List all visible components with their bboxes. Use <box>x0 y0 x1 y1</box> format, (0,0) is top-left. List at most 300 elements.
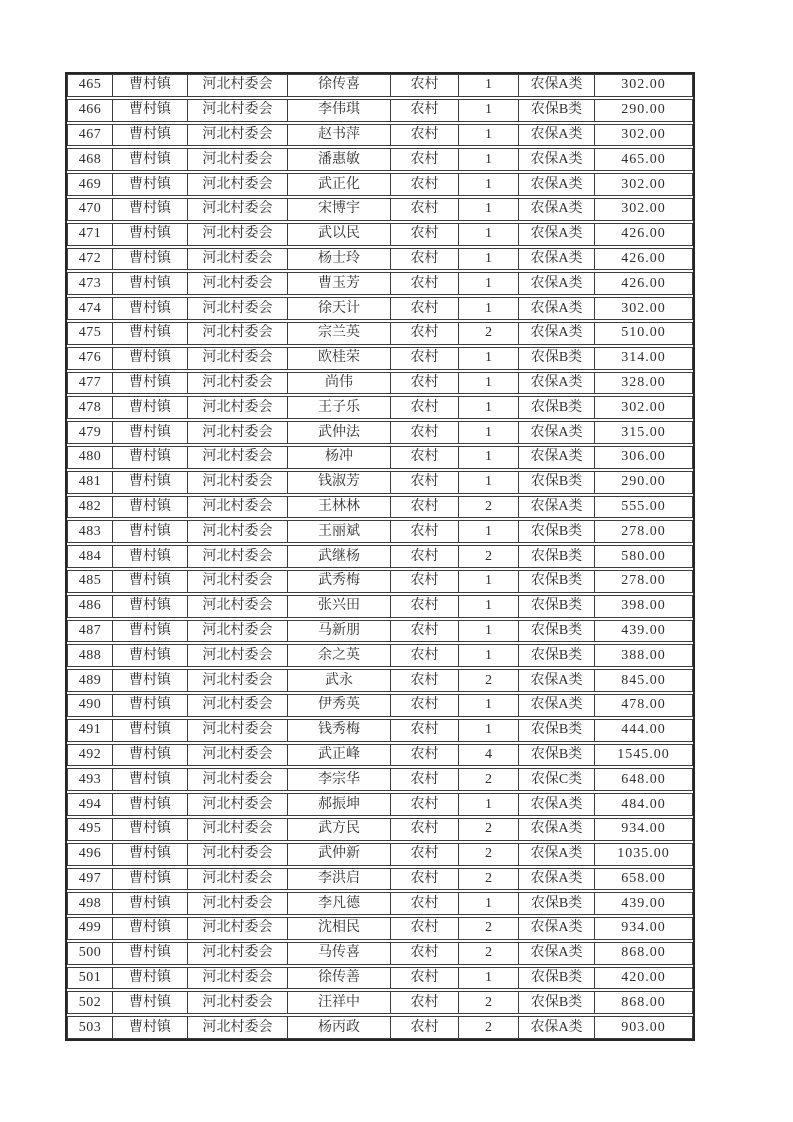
cell-seq: 487 <box>68 621 113 642</box>
cell-person-name: 潘惠敏 <box>288 149 391 170</box>
cell-town: 曹村镇 <box>113 298 188 319</box>
cell-amount: 580.00 <box>621 548 666 564</box>
cell-village-committee: 河北村委会 <box>188 546 288 567</box>
cell-village-committee: 河北村委会 <box>188 472 288 493</box>
cell-seq: 486 <box>68 596 113 617</box>
cell-amount: 302.00 <box>621 176 666 192</box>
cell-village-committee: 河北村委会 <box>188 249 288 270</box>
cell-residence-type: 农村 <box>391 819 459 840</box>
cell-residence-type: 农村 <box>391 348 459 369</box>
cell-residence-type: 农村 <box>391 869 459 890</box>
cell-village-committee: 河北村委会 <box>188 844 288 865</box>
cell-insurance-category: 农保A类 <box>519 224 595 245</box>
cell-insurance-category: 农保A类 <box>519 199 595 220</box>
table-row <box>67 694 693 717</box>
cell-seq: 472 <box>68 249 113 270</box>
table-row <box>67 372 693 395</box>
cell-amount: 444.00 <box>621 722 666 738</box>
cell-insurance-category: 农保A类 <box>519 249 595 270</box>
cell-person-name: 赵书萍 <box>288 125 391 146</box>
cell-person-count: 1 <box>459 75 519 96</box>
cell-amount: 315.00 <box>621 424 666 440</box>
cell-seq: 496 <box>68 844 113 865</box>
cell-insurance-category: 农保A类 <box>519 844 595 865</box>
cell-amount: 903.00 <box>621 1019 666 1035</box>
cell-person-count: 1 <box>459 968 519 989</box>
cell-residence-type: 农村 <box>391 447 459 468</box>
cell-insurance-category: 农保A类 <box>519 943 595 964</box>
cell-village-committee: 河北村委会 <box>188 769 288 790</box>
cell-insurance-category: 农保A类 <box>519 298 595 319</box>
cell-seq: 498 <box>68 893 113 914</box>
table-row <box>67 173 693 196</box>
cell-person-name: 武方民 <box>288 819 391 840</box>
cell-person-count: 1 <box>459 422 519 443</box>
cell-village-committee: 河北村委会 <box>188 819 288 840</box>
cell-village-committee: 河北村委会 <box>188 224 288 245</box>
cell-person-count: 2 <box>459 918 519 939</box>
cell-amount: 302.00 <box>621 399 666 415</box>
cell-insurance-category: 农保B类 <box>519 571 595 592</box>
cell-person-count: 1 <box>459 521 519 542</box>
cell-person-count: 1 <box>459 447 519 468</box>
cell-insurance-category: 农保A类 <box>519 323 595 344</box>
cell-village-committee: 河北村委会 <box>188 918 288 939</box>
cell-person-name: 李凡德 <box>288 893 391 914</box>
cell-person-count: 1 <box>459 224 519 245</box>
cell-insurance-category: 农保B类 <box>519 100 595 121</box>
cell-amount: 388.00 <box>621 647 666 663</box>
cell-person-count: 4 <box>459 745 519 766</box>
cell-village-committee: 河北村委会 <box>188 695 288 716</box>
cell-amount: 314.00 <box>621 350 666 366</box>
cell-person-count: 1 <box>459 100 519 121</box>
cell-insurance-category: 农保B类 <box>519 893 595 914</box>
table-row <box>67 471 693 494</box>
cell-person-name: 武秀梅 <box>288 571 391 592</box>
cell-insurance-category: 农保A类 <box>519 869 595 890</box>
cell-residence-type: 农村 <box>391 521 459 542</box>
cell-residence-type: 农村 <box>391 472 459 493</box>
cell-village-committee: 河北村委会 <box>188 298 288 319</box>
cell-insurance-category: 农保A类 <box>519 447 595 468</box>
cell-town: 曹村镇 <box>113 174 188 195</box>
cell-amount: 934.00 <box>621 920 666 936</box>
cell-seq: 480 <box>68 447 113 468</box>
cell-town: 曹村镇 <box>113 348 188 369</box>
cell-town: 曹村镇 <box>113 521 188 542</box>
cell-town: 曹村镇 <box>113 224 188 245</box>
cell-person-name: 武正化 <box>288 174 391 195</box>
cell-village-committee: 河北村委会 <box>188 199 288 220</box>
cell-amount: 302.00 <box>621 126 666 142</box>
table-row <box>67 248 693 271</box>
cell-seq: 478 <box>68 397 113 418</box>
cell-amount: 484.00 <box>621 796 666 812</box>
cell-village-committee: 河北村委会 <box>188 125 288 146</box>
cell-seq: 473 <box>68 273 113 294</box>
cell-seq: 474 <box>68 298 113 319</box>
cell-seq: 489 <box>68 670 113 691</box>
cell-person-name: 武正峰 <box>288 745 391 766</box>
cell-person-name: 武仲新 <box>288 844 391 865</box>
cell-village-committee: 河北村委会 <box>188 323 288 344</box>
cell-seq: 491 <box>68 720 113 741</box>
table-row <box>67 744 693 767</box>
table-row <box>67 396 693 419</box>
cell-residence-type: 农村 <box>391 992 459 1013</box>
table-row <box>67 719 693 742</box>
table-row <box>67 99 693 122</box>
cell-seq: 495 <box>68 819 113 840</box>
cell-town: 曹村镇 <box>113 249 188 270</box>
cell-amount: 302.00 <box>621 201 666 217</box>
cell-insurance-category: 农保A类 <box>519 174 595 195</box>
cell-seq: 475 <box>68 323 113 344</box>
cell-amount: 290.00 <box>621 474 666 490</box>
table-row <box>67 892 693 915</box>
cell-residence-type: 农村 <box>391 224 459 245</box>
table-row <box>67 793 693 816</box>
cell-town: 曹村镇 <box>113 373 188 394</box>
cell-seq: 466 <box>68 100 113 121</box>
cell-amount: 868.00 <box>621 945 666 961</box>
cell-town: 曹村镇 <box>113 273 188 294</box>
cell-amount: 290.00 <box>621 102 666 118</box>
table-row <box>67 942 693 965</box>
cell-insurance-category: 农保B类 <box>519 546 595 567</box>
cell-residence-type: 农村 <box>391 645 459 666</box>
cell-seq: 465 <box>68 75 113 96</box>
cell-insurance-category: 农保B类 <box>519 621 595 642</box>
cell-person-name: 王丽斌 <box>288 521 391 542</box>
table-row <box>67 446 693 469</box>
cell-person-name: 李洪启 <box>288 869 391 890</box>
cell-person-count: 1 <box>459 645 519 666</box>
cell-insurance-category: 农保B类 <box>519 596 595 617</box>
cell-person-name: 宗兰英 <box>288 323 391 344</box>
cell-town: 曹村镇 <box>113 720 188 741</box>
cell-town: 曹村镇 <box>113 893 188 914</box>
cell-town: 曹村镇 <box>113 670 188 691</box>
cell-village-committee: 河北村委会 <box>188 100 288 121</box>
cell-town: 曹村镇 <box>113 695 188 716</box>
cell-village-committee: 河北村委会 <box>188 397 288 418</box>
cell-residence-type: 农村 <box>391 720 459 741</box>
cell-insurance-category: 农保C类 <box>519 769 595 790</box>
cell-residence-type: 农村 <box>391 373 459 394</box>
cell-town: 曹村镇 <box>113 497 188 518</box>
cell-amount: 426.00 <box>621 226 666 242</box>
cell-person-count: 1 <box>459 621 519 642</box>
cell-residence-type: 农村 <box>391 745 459 766</box>
cell-seq: 481 <box>68 472 113 493</box>
cell-person-name: 欧桂荣 <box>288 348 391 369</box>
cell-insurance-category: 农保A类 <box>519 1017 595 1038</box>
cell-village-committee: 河北村委会 <box>188 670 288 691</box>
cell-insurance-category: 农保B类 <box>519 745 595 766</box>
cell-town: 曹村镇 <box>113 323 188 344</box>
cell-village-committee: 河北村委会 <box>188 968 288 989</box>
table-row <box>67 124 693 147</box>
cell-amount: 426.00 <box>621 275 666 291</box>
cell-person-count: 1 <box>459 571 519 592</box>
table-row <box>67 595 693 618</box>
table-row <box>67 644 693 667</box>
cell-person-count: 1 <box>459 695 519 716</box>
cell-amount: 658.00 <box>621 870 666 886</box>
cell-person-count: 2 <box>459 769 519 790</box>
cell-town: 曹村镇 <box>113 794 188 815</box>
cell-residence-type: 农村 <box>391 893 459 914</box>
cell-person-count: 1 <box>459 249 519 270</box>
cell-seq: 488 <box>68 645 113 666</box>
cell-insurance-category: 农保A类 <box>519 918 595 939</box>
cell-residence-type: 农村 <box>391 596 459 617</box>
cell-person-count: 1 <box>459 174 519 195</box>
cell-person-count: 2 <box>459 546 519 567</box>
cell-town: 曹村镇 <box>113 397 188 418</box>
cell-residence-type: 农村 <box>391 497 459 518</box>
cell-seq: 469 <box>68 174 113 195</box>
cell-insurance-category: 农保B类 <box>519 472 595 493</box>
table-row <box>67 347 693 370</box>
cell-town: 曹村镇 <box>113 745 188 766</box>
cell-town: 曹村镇 <box>113 943 188 964</box>
cell-seq: 477 <box>68 373 113 394</box>
cell-village-committee: 河北村委会 <box>188 596 288 617</box>
table-row <box>67 496 693 519</box>
cell-village-committee: 河北村委会 <box>188 720 288 741</box>
cell-town: 曹村镇 <box>113 918 188 939</box>
table-row <box>67 322 693 345</box>
cell-seq: 485 <box>68 571 113 592</box>
table-row <box>67 223 693 246</box>
cell-person-count: 1 <box>459 720 519 741</box>
cell-residence-type: 农村 <box>391 397 459 418</box>
cell-residence-type: 农村 <box>391 422 459 443</box>
cell-insurance-category: 农保A类 <box>519 149 595 170</box>
cell-amount: 648.00 <box>621 771 666 787</box>
cell-seq: 497 <box>68 869 113 890</box>
cell-person-name: 汪祥中 <box>288 992 391 1013</box>
cell-village-committee: 河北村委会 <box>188 174 288 195</box>
cell-residence-type: 农村 <box>391 125 459 146</box>
cell-person-count: 1 <box>459 149 519 170</box>
cell-residence-type: 农村 <box>391 769 459 790</box>
cell-insurance-category: 农保A类 <box>519 273 595 294</box>
cell-town: 曹村镇 <box>113 472 188 493</box>
cell-town: 曹村镇 <box>113 125 188 146</box>
cell-insurance-category: 农保B类 <box>519 720 595 741</box>
cell-residence-type: 农村 <box>391 918 459 939</box>
cell-village-committee: 河北村委会 <box>188 571 288 592</box>
table-row <box>67 297 693 320</box>
cell-person-count: 1 <box>459 199 519 220</box>
table-row <box>67 868 693 891</box>
table-row <box>67 768 693 791</box>
cell-residence-type: 农村 <box>391 298 459 319</box>
cell-insurance-category: 农保A类 <box>519 819 595 840</box>
cell-insurance-category: 农保B类 <box>519 521 595 542</box>
cell-residence-type: 农村 <box>391 844 459 865</box>
cell-residence-type: 农村 <box>391 149 459 170</box>
cell-village-committee: 河北村委会 <box>188 745 288 766</box>
cell-seq: 490 <box>68 695 113 716</box>
cell-amount: 510.00 <box>621 325 666 341</box>
cell-person-name: 武继杨 <box>288 546 391 567</box>
cell-town: 曹村镇 <box>113 968 188 989</box>
cell-person-name: 马传喜 <box>288 943 391 964</box>
table-row <box>67 198 693 221</box>
cell-person-name: 杨丙政 <box>288 1017 391 1038</box>
cell-residence-type: 农村 <box>391 100 459 121</box>
cell-residence-type: 农村 <box>391 323 459 344</box>
cell-town: 曹村镇 <box>113 447 188 468</box>
cell-residence-type: 农村 <box>391 199 459 220</box>
cell-person-count: 2 <box>459 670 519 691</box>
table-row <box>67 818 693 841</box>
cell-town: 曹村镇 <box>113 844 188 865</box>
cell-town: 曹村镇 <box>113 149 188 170</box>
cell-seq: 502 <box>68 992 113 1013</box>
cell-amount: 398.00 <box>621 598 666 614</box>
cell-insurance-category: 农保A类 <box>519 695 595 716</box>
cell-village-committee: 河北村委会 <box>188 447 288 468</box>
beneficiary-table <box>65 72 695 1041</box>
cell-amount: 934.00 <box>621 821 666 837</box>
cell-amount: 555.00 <box>621 498 666 514</box>
cell-insurance-category: 农保A类 <box>519 794 595 815</box>
cell-person-count: 2 <box>459 1017 519 1038</box>
cell-person-count: 1 <box>459 596 519 617</box>
cell-village-committee: 河北村委会 <box>188 149 288 170</box>
cell-person-count: 1 <box>459 472 519 493</box>
cell-town: 曹村镇 <box>113 869 188 890</box>
cell-village-committee: 河北村委会 <box>188 373 288 394</box>
table-row <box>67 669 693 692</box>
cell-person-name: 杨冲 <box>288 447 391 468</box>
cell-insurance-category: 农保A类 <box>519 497 595 518</box>
cell-town: 曹村镇 <box>113 546 188 567</box>
cell-person-name: 武永 <box>288 670 391 691</box>
cell-person-count: 1 <box>459 298 519 319</box>
cell-seq: 484 <box>68 546 113 567</box>
cell-insurance-category: 农保B类 <box>519 645 595 666</box>
table-row <box>67 520 693 543</box>
cell-village-committee: 河北村委会 <box>188 992 288 1013</box>
cell-village-committee: 河北村委会 <box>188 869 288 890</box>
cell-person-count: 2 <box>459 497 519 518</box>
cell-residence-type: 农村 <box>391 695 459 716</box>
cell-residence-type: 农村 <box>391 174 459 195</box>
cell-amount: 1545.00 <box>617 746 670 762</box>
cell-amount: 328.00 <box>621 374 666 390</box>
cell-insurance-category: 农保A类 <box>519 373 595 394</box>
cell-amount: 306.00 <box>621 449 666 465</box>
cell-person-count: 2 <box>459 323 519 344</box>
cell-town: 曹村镇 <box>113 769 188 790</box>
cell-person-name: 宋博宇 <box>288 199 391 220</box>
cell-village-committee: 河北村委会 <box>188 75 288 96</box>
cell-person-name: 王林林 <box>288 497 391 518</box>
cell-residence-type: 农村 <box>391 75 459 96</box>
cell-person-name: 徐传善 <box>288 968 391 989</box>
cell-person-count: 2 <box>459 869 519 890</box>
cell-person-count: 1 <box>459 397 519 418</box>
table-row <box>67 570 693 593</box>
cell-town: 曹村镇 <box>113 199 188 220</box>
cell-town: 曹村镇 <box>113 596 188 617</box>
cell-person-name: 李伟琪 <box>288 100 391 121</box>
cell-person-name: 郝振坤 <box>288 794 391 815</box>
cell-insurance-category: 农保A类 <box>519 422 595 443</box>
cell-person-name: 武以民 <box>288 224 391 245</box>
cell-person-name: 徐天计 <box>288 298 391 319</box>
cell-seq: 503 <box>68 1017 113 1038</box>
cell-village-committee: 河北村委会 <box>188 521 288 542</box>
cell-person-count: 1 <box>459 348 519 369</box>
cell-person-name: 张兴田 <box>288 596 391 617</box>
cell-village-committee: 河北村委会 <box>188 1017 288 1038</box>
cell-person-count: 1 <box>459 125 519 146</box>
table-row <box>67 917 693 940</box>
cell-seq: 482 <box>68 497 113 518</box>
cell-residence-type: 农村 <box>391 794 459 815</box>
cell-amount: 302.00 <box>621 300 666 316</box>
table-row <box>67 991 693 1014</box>
cell-village-committee: 河北村委会 <box>188 943 288 964</box>
cell-residence-type: 农村 <box>391 621 459 642</box>
table-row <box>67 967 693 990</box>
table-row <box>67 620 693 643</box>
cell-person-name: 尚伟 <box>288 373 391 394</box>
cell-town: 曹村镇 <box>113 819 188 840</box>
cell-amount: 1035.00 <box>617 846 670 862</box>
cell-person-name: 徐传喜 <box>288 75 391 96</box>
cell-seq: 471 <box>68 224 113 245</box>
cell-town: 曹村镇 <box>113 571 188 592</box>
cell-person-count: 1 <box>459 373 519 394</box>
cell-residence-type: 农村 <box>391 571 459 592</box>
cell-insurance-category: 农保B类 <box>519 397 595 418</box>
cell-person-name: 杨士玲 <box>288 249 391 270</box>
cell-insurance-category: 农保A类 <box>519 75 595 96</box>
cell-person-count: 2 <box>459 819 519 840</box>
cell-village-committee: 河北村委会 <box>188 273 288 294</box>
cell-village-committee: 河北村委会 <box>188 794 288 815</box>
cell-amount: 278.00 <box>621 573 666 589</box>
cell-village-committee: 河北村委会 <box>188 422 288 443</box>
cell-seq: 499 <box>68 918 113 939</box>
cell-village-committee: 河北村委会 <box>188 893 288 914</box>
cell-person-name: 钱秀梅 <box>288 720 391 741</box>
cell-amount: 478.00 <box>621 697 666 713</box>
table-row <box>67 1016 693 1039</box>
cell-seq: 483 <box>68 521 113 542</box>
cell-residence-type: 农村 <box>391 1017 459 1038</box>
cell-residence-type: 农村 <box>391 249 459 270</box>
cell-residence-type: 农村 <box>391 273 459 294</box>
cell-seq: 494 <box>68 794 113 815</box>
cell-amount: 420.00 <box>621 970 666 986</box>
table-row <box>67 545 693 568</box>
cell-town: 曹村镇 <box>113 75 188 96</box>
cell-insurance-category: 农保A类 <box>519 670 595 691</box>
cell-person-count: 2 <box>459 844 519 865</box>
cell-insurance-category: 农保B类 <box>519 968 595 989</box>
cell-residence-type: 农村 <box>391 943 459 964</box>
